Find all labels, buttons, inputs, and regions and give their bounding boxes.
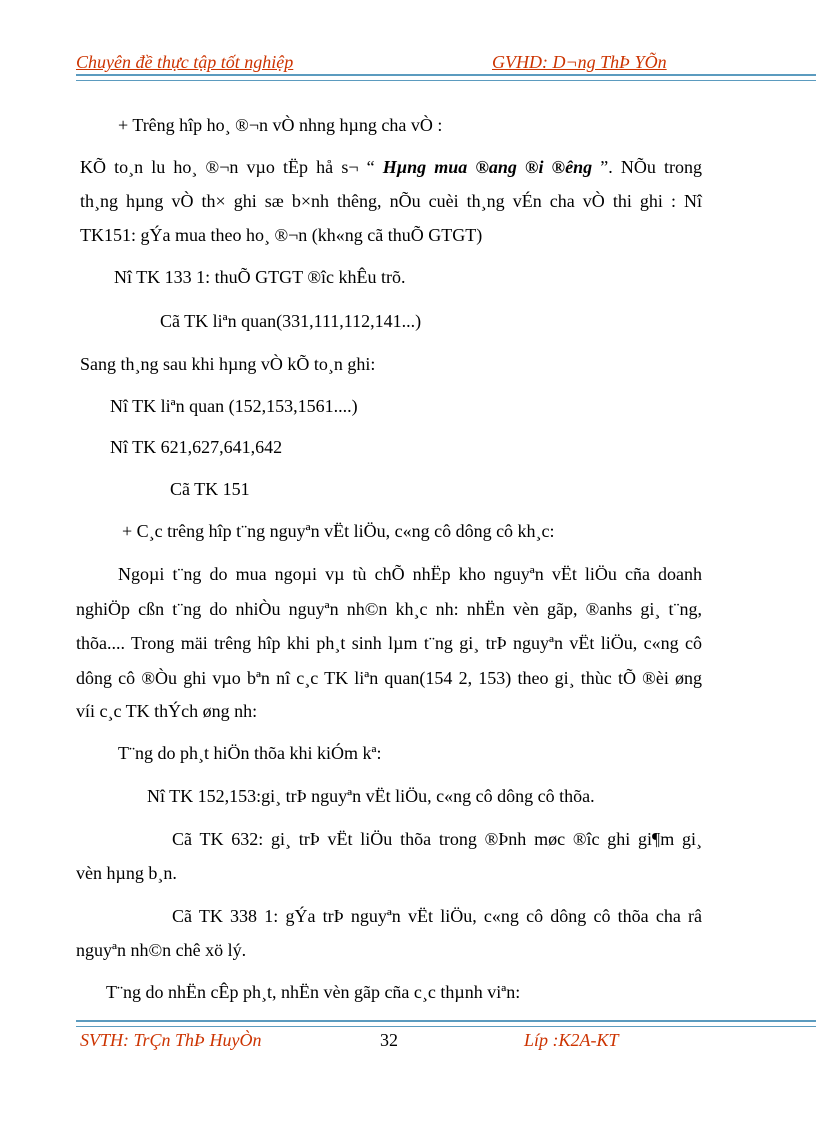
line-03: th¸ng hµng vÒ th× ghi sæ b×nh thêng, nÕu cuèi th¸ng vÉn cha vÒ thi ghi : Nî — [80, 191, 702, 211]
line-08: Nî TK liªn quan (152,153,1561....) — [110, 396, 358, 416]
line-23: T¨ng do nhËn cÊp ph¸t, nhËn vèn gãp cña c¸c thµnh viªn: — [106, 982, 521, 1002]
line-15: dông cô ®Òu ghi vµo bªn nî c¸c TK liªn quan(154 2, 153) theo gi¸ thùc tÕ ®èi øng — [76, 668, 702, 688]
footer-rule — [76, 1020, 816, 1027]
line-09: Nî TK 621,627,641,642 — [110, 437, 283, 457]
line-22: nguyªn nh©n chê xö lý. — [76, 940, 247, 960]
line-04: TK151: gÝa mua theo ho¸ ®¬n (kh«ng cã thuÕ GTGT) — [80, 225, 483, 245]
line-14: thõa.... Trong mäi trêng hîp khi ph¸t sinh lµm t¨ng gi¸ trÞ nguyªn vËt liÖu, c«ng cô — [76, 633, 702, 653]
line-06: Cã TK liªn quan(331,111,112,141...) — [160, 311, 422, 331]
line-18: Nî TK 152,153:gi¸ trÞ nguyªn vËt liÖu, c«ng cô dông cô thõa. — [147, 786, 595, 806]
line-02: KÕ to¸n lu ho¸ ®¬n vµo tËp hå s¬ “ Hµng mua ®ang ®i ®êng ”. NÕu trong — [80, 157, 703, 177]
footer-class: Líp :K2A-KT — [524, 1030, 619, 1050]
header-rule — [76, 74, 816, 81]
line-11: + C¸c trêng hîp t¨ng nguyªn vËt liÖu, c«ng cô dông cô kh¸c: — [122, 521, 555, 541]
line-16: víi c¸c TK thÝch øng nh: — [76, 701, 258, 721]
line-13: nghiÖp cßn t¨ng do nhiÒu nguyªn nh©n kh¸c nh: nhËn vèn gãp, ®anhs gi¸ t¨ng, — [76, 599, 702, 619]
line-01: + Trêng hîp ho¸ ®¬n vÒ nhng hµng cha vÒ : — [118, 115, 443, 135]
line-10: Cã TK 151 — [170, 479, 250, 499]
line-05: Nî TK 133 1: thuÕ GTGT ®îc khÊu trõ. — [114, 267, 406, 287]
line-20: vèn hµng b¸n. — [76, 863, 177, 883]
page-number: 32 — [380, 1030, 398, 1050]
line-19: Cã TK 632: gi¸ trÞ vËt liÖu thõa trong ®Þnh møc ®îc ghi gi¶m gi¸ — [172, 829, 702, 849]
line-07: Sang th¸ng sau khi hµng vÒ kÕ to¸n ghi: — [80, 354, 376, 374]
footer-student: SVTH: TrÇn ThÞ HuyÒn — [80, 1030, 262, 1050]
header-instructor: GVHD: D¬ng ThÞ YÕn — [492, 52, 667, 72]
line-21: Cã TK 338 1: gÝa trÞ nguyªn vËt liÖu, c«ng cô dông cô thõa cha râ — [172, 906, 702, 926]
header-title: Chuyên đề thực tập tốt nghiệp — [76, 52, 294, 72]
line-12: Ngoµi t¨ng do mua ngoµi vµ tù chÕ nhËp kho nguyªn vËt liÖu cña doanh — [118, 564, 702, 584]
line-17: T¨ng do ph¸t hiÖn thõa khi kiÓm kª: — [118, 743, 382, 763]
